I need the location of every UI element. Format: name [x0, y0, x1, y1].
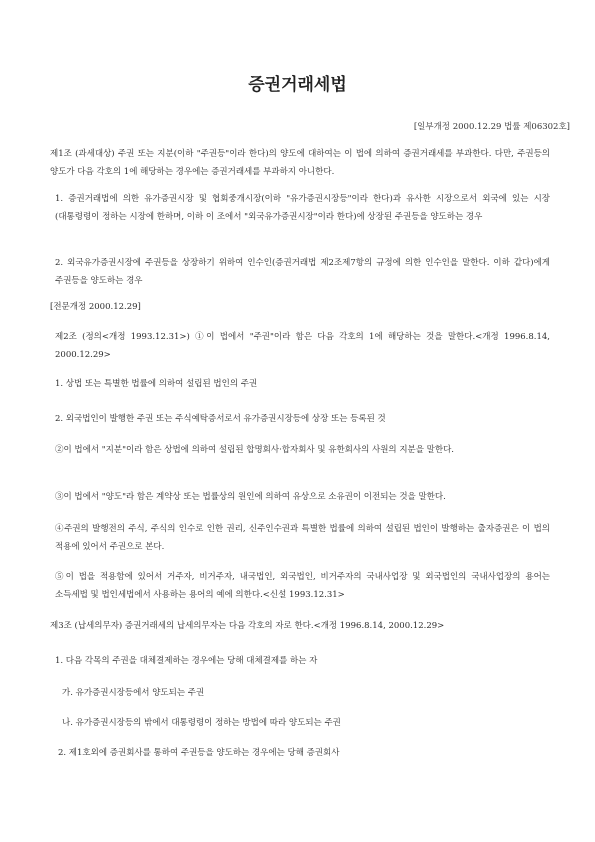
article-2-para-2: ②이 법에서 "지분"이라 함은 상법에 의하여 설립된 합명회사·합자회사 및 유한회사의 사원의 지분을 말한다. — [55, 445, 455, 455]
article-2-para-5: ⑤이 법을 적용함에 있어서 거주자, 비거주자, 내국법인, 외국법인, 비거주자의 국내사업장 및 외국법인의 국내사업장의 용어는 소득세법 및 법인세법에서 사용하는 용어의 예에 의한다.<신설 1993.12.31> — [55, 572, 550, 600]
article-2-item-1: 1. 상법 또는 특별한 법률에 의하여 설립된 법인의 주권 — [55, 379, 258, 389]
article-2-para-1: 제2조 (정의<개정 1993.12.31>) ①이 법에서 "주권"이라 함은 다음 각호의 1에 해당하는 것을 말한다.<개정 1996.8.14, 2000.12.29> — [55, 332, 550, 360]
article-1-item-1: 1. 증권거래법에 의한 유가증권시장 및 협회중개시장(이하 "유가증권시장등"이라 한다)과 유사한 시장으로서 외국에 있는 시장(대통령령이 정하는 시장에 한하며, 이하 이 조에서 "외국유가증권시장"이라 한다)에 상장된 주권등을 양도하는 경우 — [55, 194, 550, 222]
article-1-body: 제1조 (과세대상) 주권 또는 지분(이하 "주권등"이라 한다)의 양도에 대하여는 이 법에 의하여 증권거래세를 부과한다. 다만, 주권등의 양도가 다음 각호의 1에 해당하는 경우에는 증권거래세를 부과하지 아니한다. — [50, 149, 550, 177]
article-3-item-1: 1. 다음 각목의 주권을 대체결제하는 경우에는 당해 대체결제를 하는 자 — [55, 656, 318, 666]
amendment-note: [일부개정 2000.12.29 법률 제06302호] — [413, 122, 570, 132]
article-3-item-1-a: 가. 유가증권시장등에서 양도되는 주권 — [62, 688, 205, 698]
article-2-para-3: ③이 법에서 "양도"라 함은 계약상 또는 법률상의 원인에 의하여 유상으로 소유권이 이전되는 것을 말한다. — [55, 492, 446, 502]
article-3-body: 제3조 (납세의무자) 증권거래세의 납세의무자는 다음 각호의 자로 한다.<개정 1996.8.14, 2000.12.29> — [50, 621, 445, 631]
article-2-para-4: ④주권의 발행전의 주식, 주식의 인수로 인한 권리, 신주인수권과 특별한 법률에 의하여 설립된 법인이 발행하는 출자증권은 이 법의 적용에 있어서 주권으로 본다. — [55, 524, 550, 552]
full-revision-note: [전문개정 2000.12.29] — [50, 302, 141, 312]
article-1-item-2: 2. 외국유가증권시장에 주권등을 상장하기 위하여 인수인(증권거래법 제2조제7항의 규정에 의한 인수인을 말한다. 이하 같다)에게 주권등을 양도하는 경우 — [55, 258, 550, 286]
document-title: 증권거래세법 — [248, 75, 347, 95]
article-3-item-2: 2. 제1호외에 증권회사를 통하여 주권등을 양도하는 경우에는 당해 증권회사 — [58, 748, 340, 758]
article-2-item-2: 2. 외국법인이 발행한 주권 또는 주식예탁증서로서 유가증권시장등에 상장 또는 등록된 것 — [55, 414, 386, 424]
article-3-item-1-b: 나. 유가증권시장등의 밖에서 대통령령이 정하는 방법에 따라 양도되는 주권 — [62, 718, 341, 728]
